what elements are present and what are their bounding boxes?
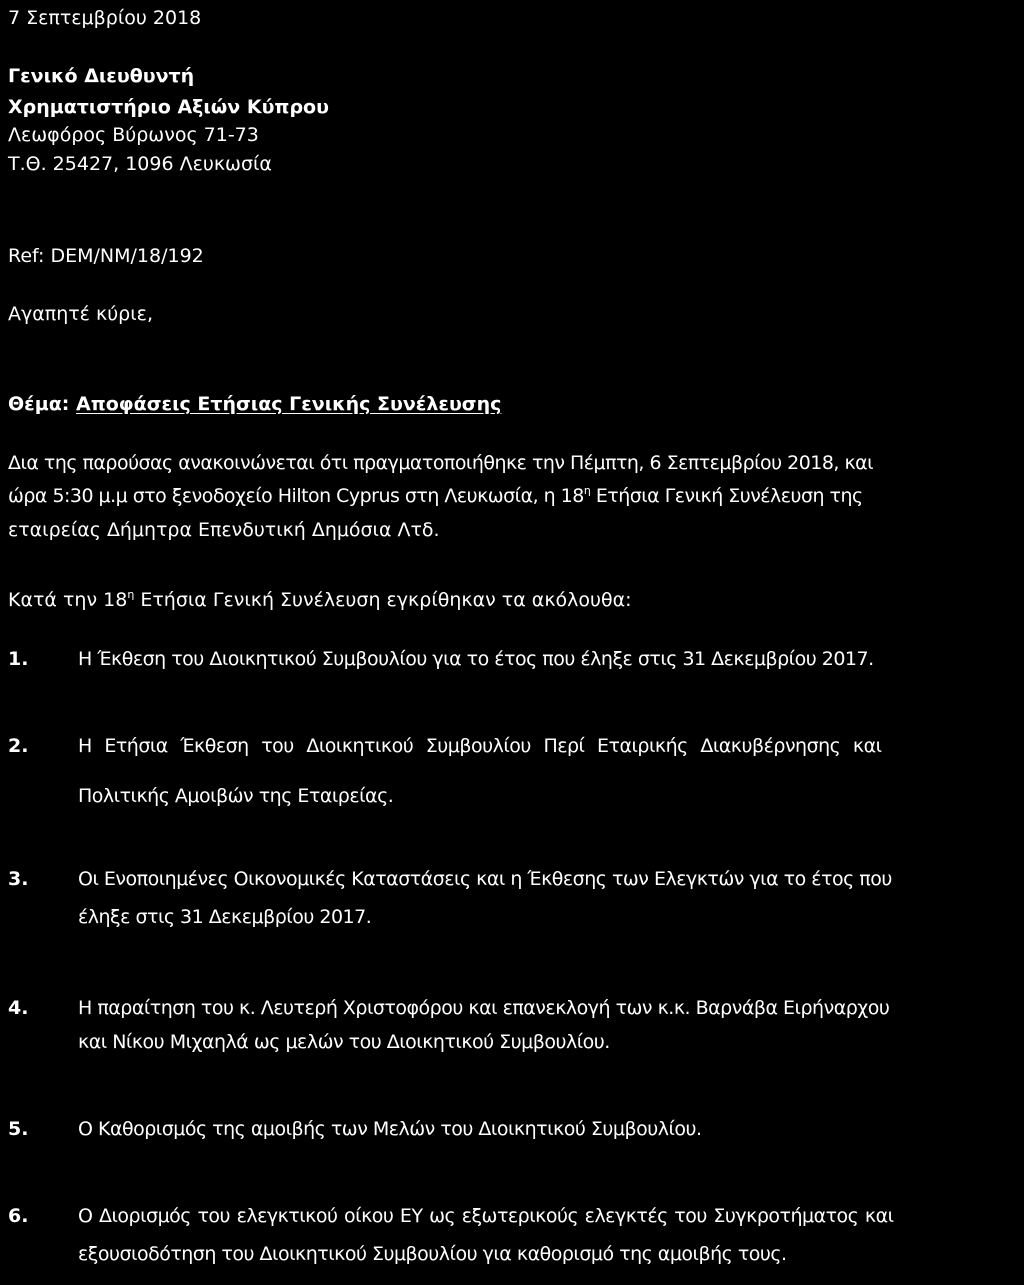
list-item-text: Ο Καθορισμός της αμοιβής των Μελών του Διοικητικού Συμβουλίου.: [78, 1118, 702, 1140]
intro-line-2-start: ώρα 5:30 μ.μ στο ξενοδοχείο Hilton Cyprus στη Λευκωσία, η 18: [8, 485, 584, 507]
subject-label: Θέμα:: [8, 393, 70, 415]
intro-line-3: εταιρείας Δήμητρα Επενδυτική Δημόσια Λτδ.: [8, 519, 440, 541]
list-item-text: Η Έκθεση του Διοικητικού Συμβουλίου για το έτος που έληξε στις 31 Δεκεμβρίου 2017.: [78, 648, 874, 670]
list-item-number: 4.: [8, 997, 29, 1019]
salutation: Αγαπητέ κύριε,: [8, 303, 153, 325]
list-item-text: Πολιτικής Αμοιβών της Εταιρείας.: [78, 785, 394, 807]
letter-date: 7 Σεπτεμβρίου 2018: [8, 7, 202, 29]
intro-line-2-end: Ετήσια Γενική Συνέλευση της: [590, 485, 863, 507]
recipient-postal: Τ.Θ. 25427, 1096 Λευκωσία: [8, 153, 272, 175]
approved-heading: [8, 588, 632, 612]
intro-line-1: Δια της παρούσας ανακοινώνεται ότι πραγματοποιήθηκε την Πέμπτη, 6 Σεπτεμβρίου 2018, και: [8, 452, 874, 474]
list-item-number: 5.: [8, 1118, 29, 1140]
recipient-title: Γενικό Διευθυντή: [8, 65, 195, 87]
list-item-number: 2.: [8, 735, 29, 757]
list-item-text: Η παραίτηση του κ. Λευτερή Χριστοφόρου και επανεκλογή των κ.κ. Βαρνάβα Ειρήναρχου: [78, 997, 890, 1019]
approved-heading-end: Ετήσια Γενική Συνέλευση εγκρίθηκαν τα ακόλουθα:: [134, 589, 632, 611]
list-item-text: Ο Διορισμός του ελεγκτικού οίκου ΕΥ ως εξωτερικούς ελεγκτές του Συγκροτήματος και: [78, 1205, 894, 1227]
ordinal-superscript: η: [583, 484, 591, 497]
list-item-number: 1.: [8, 648, 29, 670]
approved-heading-start: Κατά την 18: [8, 589, 128, 611]
intro-line-2: [8, 484, 1018, 508]
ordinal-superscript: η: [127, 588, 135, 601]
list-item-number: 3.: [8, 868, 29, 890]
list-item-text: και Νίκου Μιχαηλά ως μελών του Διοικητικού Συμβουλίου.: [78, 1031, 610, 1053]
recipient-organization: Χρηματιστήριο Αξιών Κύπρου: [8, 96, 329, 118]
list-item-text: εξουσιοδότηση του Διοικητικού Συμβουλίου για καθορισμό της αμοιβής τους.: [78, 1243, 787, 1265]
list-item-text: έληξε στις 31 Δεκεμβρίου 2017.: [78, 906, 372, 928]
list-item-text: Οι Ενοποιημένες Οικονομικές Καταστάσεις και η Έκθεσης των Ελεγκτών για το έτος που: [78, 868, 892, 890]
recipient-street: Λεωφόρος Βύρωνος 71-73: [8, 124, 259, 146]
subject-text: Αποφάσεις Ετήσιας Γενικής Συνέλευσης: [76, 393, 502, 415]
subject-line: [8, 392, 501, 416]
reference-number: Ref: DEM/NM/18/192: [8, 245, 204, 267]
list-item-number: 6.: [8, 1205, 29, 1227]
list-item-text: Η Ετήσια Έκθεση του Διοικητικού Συμβουλίου Περί Εταιρικής Διακυβέρνησης και: [78, 735, 882, 757]
